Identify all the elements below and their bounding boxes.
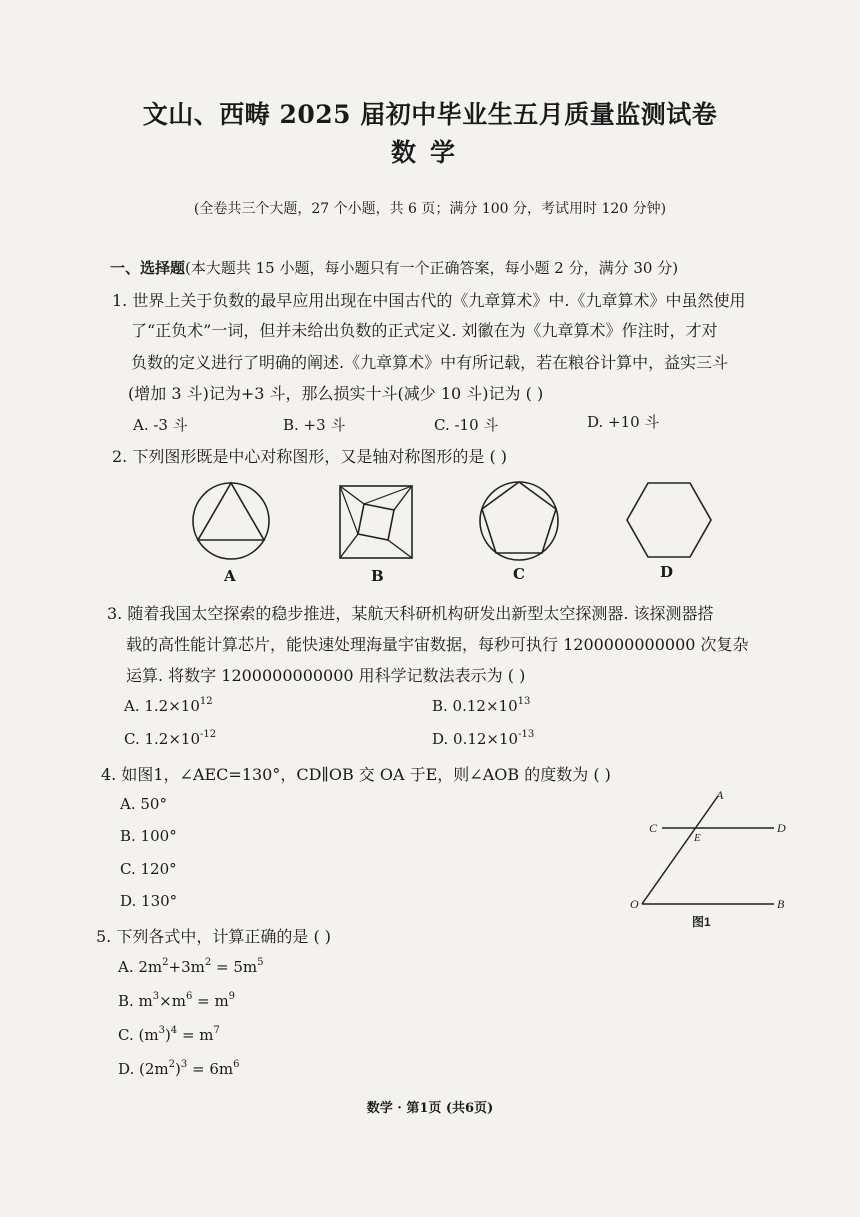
q3-option-c: C. $1.2\times 10^{-12}$: [124, 729, 217, 748]
q5-option-b: B. $m^3\times m^6 = m^9$: [118, 991, 236, 1010]
q2-label-d: D: [660, 563, 674, 581]
q4-option-a: A. 50°: [120, 795, 167, 813]
q2-figure-c: [477, 474, 561, 568]
q1-line-4: (增加 3 斗)记为+3 斗，那么损实十斗(减少 10 斗)记为 ( ): [128, 384, 544, 403]
exam-info: (全卷共三个大题，27 个小题，共 6 页；满分 100 分，考试用时 120 分钟): [193, 201, 667, 217]
exam-title: 文山、西畴 2025 届初中毕业生五月质量监测试卷: [142, 100, 718, 129]
q1-line-2: 了“正负术”一词，但并未给出负数的正式定义. 刘徽在为《九章算术》作注时，才对: [131, 321, 718, 340]
q2-figure-a: [190, 474, 272, 568]
q4-option-d: D. 130°: [120, 892, 178, 910]
subject-title: 数学: [390, 138, 469, 167]
q2-label-c: C: [513, 565, 525, 583]
q3-option-a: A. $1.2\times 10^{12}$: [124, 696, 213, 715]
fig1-point-o: O: [630, 897, 639, 911]
section-name: 一、选择题: [110, 259, 186, 277]
q3-option-d: D. $0.12\times 10^{-13}$: [432, 729, 535, 748]
q4-option-b: B. 100°: [120, 827, 177, 845]
q4-figure: [626, 786, 796, 932]
q4-option-c: C. 120°: [120, 860, 177, 878]
q1-line-3: 负数的定义进行了明确的阐述.《九章算术》中有所记载，若在粮谷计算中，益实三斗: [131, 353, 729, 372]
q1-option-d: D. +10 斗: [587, 413, 660, 431]
q3-line-3: 运算. 将数字 1200000000000 用科学记数法表示为 ( ): [126, 666, 526, 685]
q1-option-c: C. -10 斗: [434, 416, 499, 434]
q5-option-d: D. $(2m^2)^3 = 6m^6$: [118, 1059, 240, 1078]
fig1-caption: 图1: [692, 915, 711, 929]
section-heading: [110, 257, 678, 278]
q5-option-c: C. $(m^3)^4 = m^7$: [118, 1025, 220, 1044]
q2-question: 2. 下列图形既是中心对称图形，又是轴对称图形的是 ( ): [112, 447, 508, 466]
q2-figure-d: [624, 480, 714, 560]
q4-question: 4. 如图1，∠AEC=130°，CD∥OB 交 OA 于E，则∠AOB 的度数为 ( ): [101, 765, 611, 784]
q1-option-a: A. -3 斗: [133, 416, 188, 434]
q5-question: 5. 下列各式中，计算正确的是 ( ): [96, 927, 332, 946]
fig1-point-b: B: [777, 897, 785, 911]
fig1-point-a: A: [716, 788, 724, 802]
fig1-point-e: E: [694, 832, 701, 844]
fig1-point-c: C: [649, 821, 658, 835]
q3-option-b: B. $0.12\times 10^{13}$: [432, 696, 531, 715]
q2-figure-b: [338, 484, 414, 560]
q5-option-a: A. $2m^2+3m^2 = 5m^5$: [118, 957, 264, 976]
q2-label-a: A: [224, 567, 236, 585]
q3-line-1: 3. 随着我国太空探索的稳步推进，某航天科研机构研发出新型太空探测器. 该探测器搭: [107, 604, 714, 623]
fig1-point-d: D: [777, 821, 786, 835]
q3-line-2: 载的高性能计算芯片，能快速处理海量宇宙数据，每秒可执行 1200000000000 次复杂: [126, 635, 749, 654]
q2-label-b: B: [371, 567, 384, 585]
q1-line-1: 1. 世界上关于负数的最早应用出现在中国古代的《九章算术》中.《九章算术》中虽然使用: [112, 291, 746, 310]
section-desc: (本大题共 15 小题，每小题只有一个正确答案，每小题 2 分，满分 30 分): [185, 259, 679, 277]
q1-option-b: B. +3 斗: [283, 416, 346, 434]
page-footer: 数学 · 第1页 (共6页): [366, 1101, 494, 1116]
